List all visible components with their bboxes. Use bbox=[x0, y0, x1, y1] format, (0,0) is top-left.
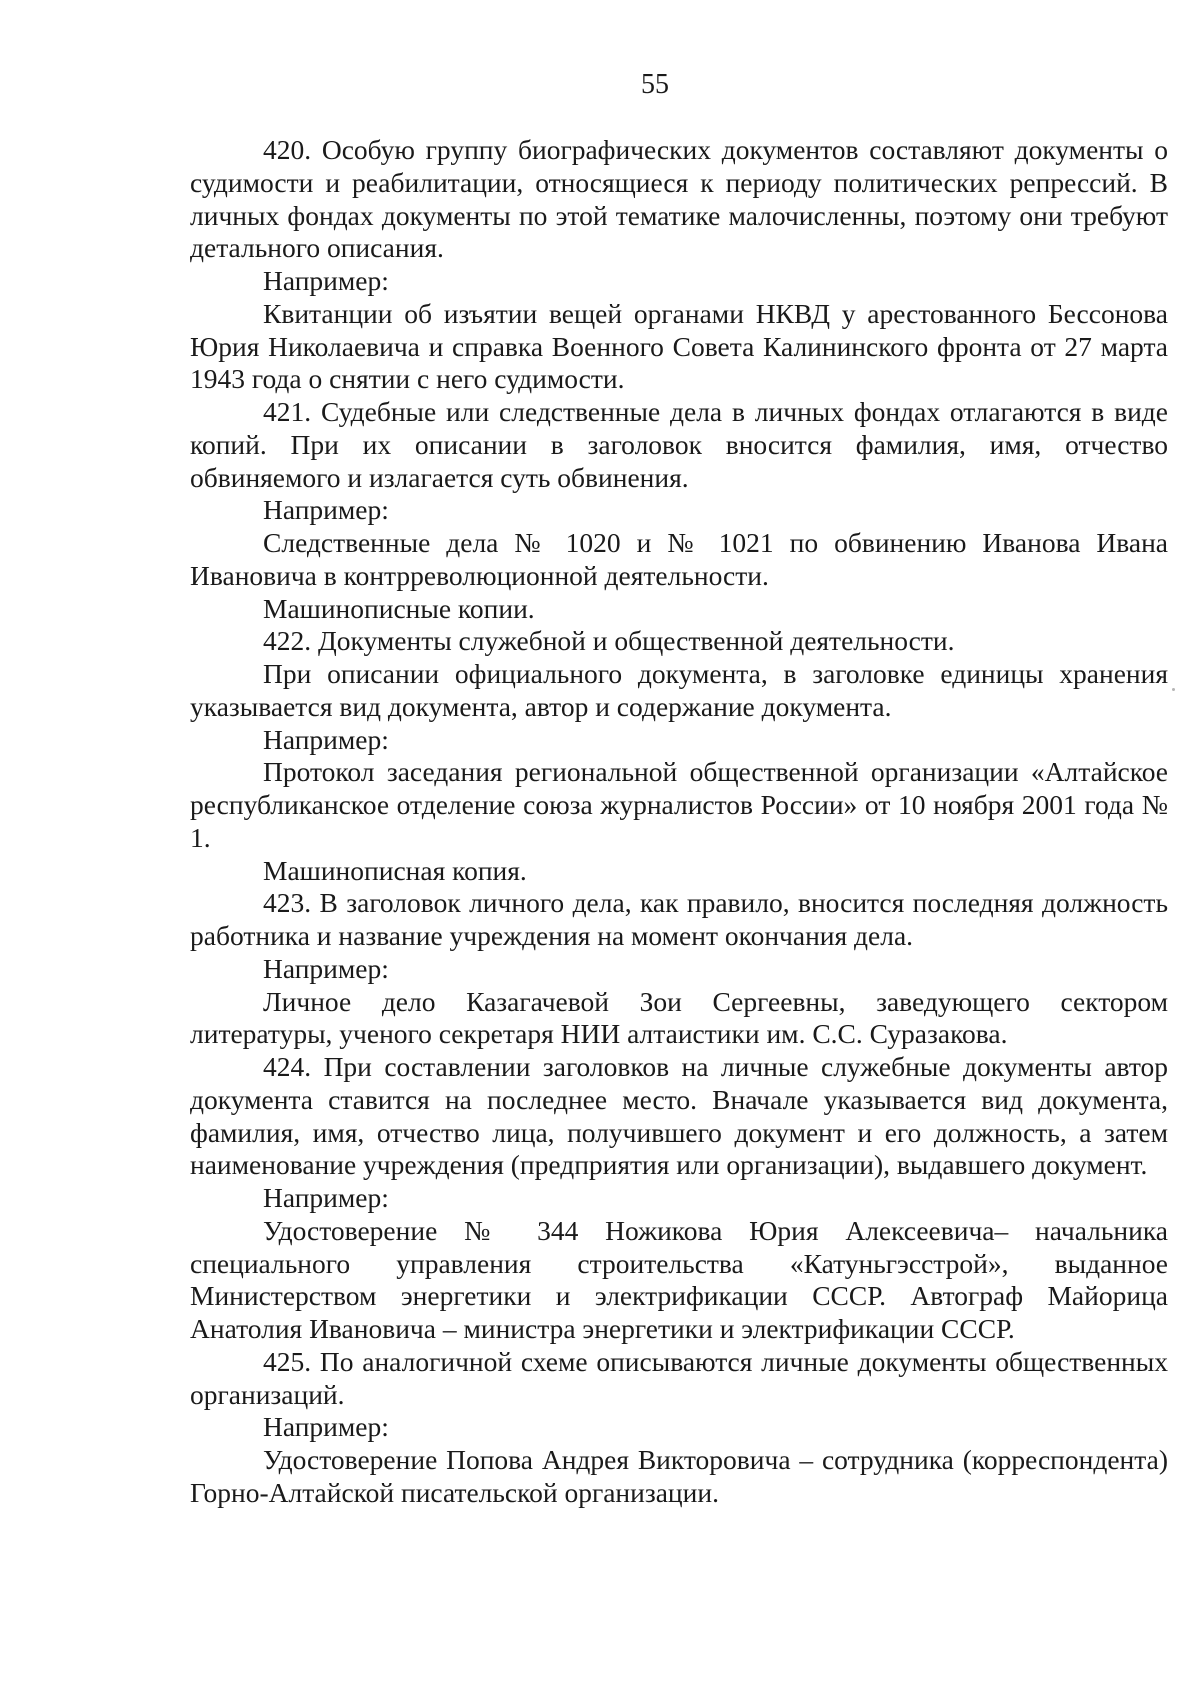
example-label: Например: bbox=[263, 494, 389, 526]
example-label: Например: bbox=[263, 265, 389, 296]
paragraph-420: 420. Особую группу биографических документов составляют документы о судимости и реабилитации, относящиеся к периоду политических репрессий. В личных фондах документы по этой тематике малочисленны, поэтому они требуют детального описания. bbox=[190, 134, 1168, 264]
document-body bbox=[190, 134, 1168, 1510]
paragraph-424: 424. При составлении заголовков на личные служебные документы автор документа ставится на последнее место. Вначале указывается вид документа, фамилия, имя, отчество лица, получившего документ и его должность, а затем наименование учреждения (предприятия или организации), выдавшего документ. bbox=[190, 1051, 1168, 1181]
paragraph-422-body: При описании официального документа, в заголовке единицы хранения указывается вид документа, автор и содержание документа. bbox=[190, 658, 1168, 722]
example-note: Машинописная копия. bbox=[263, 854, 527, 886]
example-label: Например: bbox=[263, 952, 389, 984]
example-label: Например: bbox=[263, 1182, 389, 1213]
paragraph-423: 423. В заголовок личного дела, как правило, вносится последняя должность работника и название учреждения на момент окончания дела. bbox=[190, 887, 1168, 951]
example-label: Например: bbox=[263, 1411, 389, 1443]
example-note: Машинописные копии. bbox=[263, 592, 535, 624]
scan-speck bbox=[1172, 688, 1175, 691]
example-label: Например: bbox=[263, 723, 389, 755]
paragraph-421: 421. Судебные или следственные дела в личных фондах отлагаются в виде копий. При их описании в заголовок вносится фамилия, имя, отчество обвиняемого и излагается суть обвинения. bbox=[190, 396, 1168, 493]
page-number: 55 bbox=[641, 69, 669, 100]
example-text: Протокол заседания региональной общественной организации «Алтайское республиканское отделение союза журналистов России» от 10 ноября 2001 года № 1. bbox=[190, 756, 1168, 853]
example-text: Личное дело Казагачевой Зои Сергеевны, заведующего сектором литературы, ученого секретаря НИИ алтаистики им. С.С. Суразакова. bbox=[190, 985, 1168, 1050]
example-text: Удостоверение № 344 Ножикова Юрия Алексеевича– начальника специального управления строительства «Катуньгэсстрой», выданное Министерством энергетики и электрификации СССР. Автограф Майорица Анатолия Ивановича – министра энергетики и электрификации СССР. bbox=[190, 1214, 1168, 1344]
example-text: Следственные дела № 1020 и № 1021 по обвинению Иванова Ивана Ивановича в контрреволюционной деятельности. bbox=[190, 527, 1168, 591]
paragraph-425: 425. По аналогичной схеме описываются личные документы общественных организаций. bbox=[190, 1345, 1168, 1410]
example-text: Удостоверение Попова Андрея Викторовича – сотрудника (корреспондента) Горно-Алтайской писательской организации. bbox=[190, 1444, 1168, 1508]
paragraph-422: 422. Документы служебной и общественной деятельности. bbox=[263, 625, 955, 657]
example-text: Квитанции об изъятии вещей органами НКВД у арестованного Бессонова Юрия Николаевича и справка Военного Совета Калининского фронта от 27 марта 1943 года о снятии с него судимости. bbox=[190, 297, 1168, 395]
